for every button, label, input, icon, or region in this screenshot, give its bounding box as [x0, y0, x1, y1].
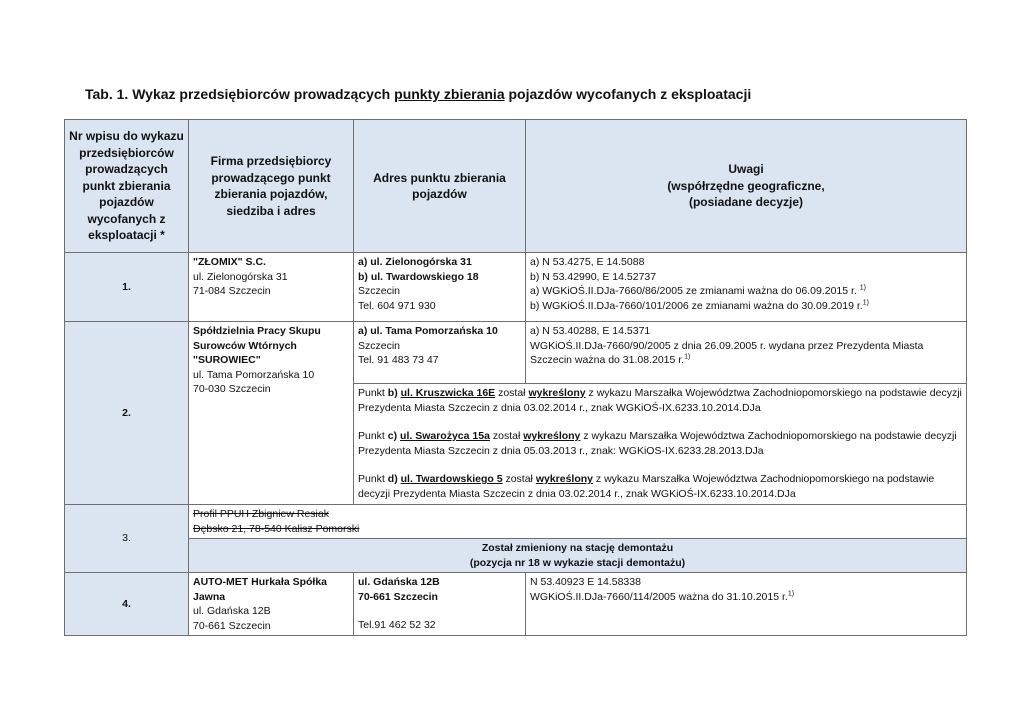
decision-b: b) WGKiOŚ.II.DJa-7660/101/2006 ze zmianami ważna do 30.09.2019 r.$^{1)}$ — [530, 299, 869, 312]
address-b: b) ul. Twardowskiego 18 — [358, 270, 479, 283]
address-city: Szczecin — [358, 339, 401, 352]
removed-points-cell — [354, 384, 967, 505]
header-company: Firma przedsiębiorcy prowadzącego punkt zbierania pojazdów, siedziba i adres — [189, 120, 354, 253]
header-entry-number: Nr wpisu do wykazu przedsiębiorców prowadzących punkt zbierania pojazdów wycofanych z eksploatacji * — [65, 120, 189, 253]
company-name-line2: Jawna — [193, 590, 226, 603]
company-cell — [189, 573, 354, 636]
table-row — [65, 322, 967, 384]
header-remarks-sub2: (posiadane decyzje) — [688, 195, 804, 210]
footnote-ref: 1) — [787, 590, 795, 597]
company-cell — [189, 322, 354, 505]
company-address: Dębsko 21, 78-540 Kalisz Pomorski — [193, 522, 360, 535]
coords-a: a) N 53.40288, E 14.5371 — [530, 325, 651, 337]
company-cell — [189, 253, 354, 322]
header-collection-address: Adres punktu zbierania pojazdów — [354, 120, 526, 253]
title-underlined: punkty zbierania — [394, 86, 505, 102]
table-row — [65, 253, 967, 322]
title-text-end: pojazdów wycofanych z eksploatacji — [504, 86, 752, 102]
collection-address-cell — [354, 322, 526, 384]
registry-table — [64, 119, 967, 636]
status-note — [189, 539, 967, 573]
address-a: a) ul. Zielonogórska 31 — [358, 256, 472, 268]
header-remarks — [526, 120, 967, 253]
address-phone: Tel. 604 971 930 — [358, 299, 436, 312]
company-name-line2: Surowców Wtórnych — [193, 339, 297, 352]
company-city: 71-084 Szczecin — [193, 285, 271, 297]
header-remarks-title: Uwagi — [728, 162, 764, 177]
company-name: "ZŁOMIX" S.C. — [193, 256, 266, 268]
coords-a: a) N 53.4275, E 14.5088 — [530, 256, 645, 268]
status-note-line1: Został zmieniony na stację demontażu — [481, 542, 674, 554]
company-city: 70-030 Szczecin — [193, 383, 271, 395]
header-remarks-sub1: (współrzędne geograficzne, — [667, 178, 825, 193]
title-text: Tab. 1. Wykaz przedsiębiorców prowadzących — [85, 86, 395, 102]
entry-number: 2. — [65, 322, 189, 505]
decision-a: a) WGKiOŚ.II.DJa-7660/86/2005 ze zmianami ważna do 06.09.2015 r. $^{1)}$ — [530, 284, 866, 297]
page-title — [85, 86, 965, 102]
decision: WGKiOŚ.II.DJa-7660/114/2005 ważna do 31.10.2015 r.$^{1)}$ — [530, 590, 795, 603]
entry-number: 1. — [65, 253, 189, 322]
coords: N 53.40923 E 14.58338 — [530, 576, 641, 588]
address-phone: Tel. 91 483 73 47 — [358, 354, 439, 366]
remarks-cell — [526, 573, 967, 636]
removed-point-b: Punkt b) ul. Kruszwicka 16E został wykreślony z wykazu Marszałka Województwa Zachodniopomorskiego na podstawie decyzji Prezydenta Miasta Szczecin z dnia 03.02.2014 r., znak WGKiOŚ-IX.6233.10.2014.DJa — [358, 387, 962, 414]
company-name: Profil PPUH Zbigniew Resiak — [193, 508, 329, 520]
remarks-cell — [526, 322, 967, 384]
remarks-cell — [526, 253, 967, 322]
company-cell-struck — [189, 505, 967, 539]
entry-number: 4. — [65, 573, 189, 636]
decision-a: WGKiOŚ.II.DJa-7660/90/2005 z dnia 26.09.2005 r. wydana przez Prezydenta Miasta Szczecin ważna do 31.08.2015 r.$^{1)}$ — [530, 339, 924, 366]
address-street: ul. Gdańska 12B — [358, 576, 440, 588]
address-phone: Tel.91 462 52 32 — [358, 619, 436, 631]
collection-address-cell — [354, 253, 526, 322]
street-link: ul. Swarożyca 15a — [400, 430, 490, 442]
footnote-ref: 1) — [859, 284, 866, 292]
street-link: ul. Twardowskiego 5 — [400, 473, 503, 485]
table-row — [65, 539, 967, 573]
company-street: ul. Tama Pomorzańska 10 — [193, 368, 315, 381]
entry-number: 3. — [65, 505, 189, 573]
removed-point-c: Punkt c) ul. Swarożyca 15a został wykreślony z wykazu Marszałka Województwa Zachodniopomorskiego na podstawie decyzji Prezydenta Miasta Szczecin z dnia 05.03.2013 r., znak: WGKiOS-IX.6233.28.2013.DJa — [358, 430, 957, 457]
address-city: Szczecin — [358, 285, 401, 297]
company-name-line3: "SUROWIEC" — [193, 354, 261, 366]
footnote-ref: 1) — [862, 299, 869, 306]
address-a: a) ul. Tama Pomorzańska 10 — [358, 325, 498, 337]
coords-b: b) N 53.42990, E 14.52737 — [530, 270, 657, 283]
removed-point-d: Punkt d) ul. Twardowskiego 5 został wykreślony z wykazu Marszałka Województwa Zachodniopomorskiego na podstawie decyzji Prezydenta Miasta Szczecin z dnia 03.02.2014 r., znak WGKiOŚ-IX.6233.10.2014.DJa — [358, 473, 935, 500]
table-row — [65, 573, 967, 636]
address-city: 70-661 Szczecin — [358, 590, 438, 603]
status-note-line2: (pozycja nr 18 w wykazie stacji demontażu) — [469, 556, 686, 569]
table-row — [65, 505, 967, 539]
street-link: ul. Kruszwicka 16E — [400, 387, 496, 399]
company-street: ul. Zielonogórska 31 — [193, 270, 288, 283]
footnote-ref: 1) — [684, 353, 691, 361]
header-row — [65, 120, 967, 253]
company-city: 70-661 Szczecin — [193, 619, 271, 632]
collection-address-cell — [354, 573, 526, 636]
company-name-line1: AUTO-MET Hurkała Spółka — [193, 576, 327, 588]
spacer — [358, 604, 521, 618]
company-name-line1: Spółdzielnia Pracy Skupu — [193, 325, 321, 337]
company-street: ul. Gdańska 12B — [193, 605, 271, 617]
